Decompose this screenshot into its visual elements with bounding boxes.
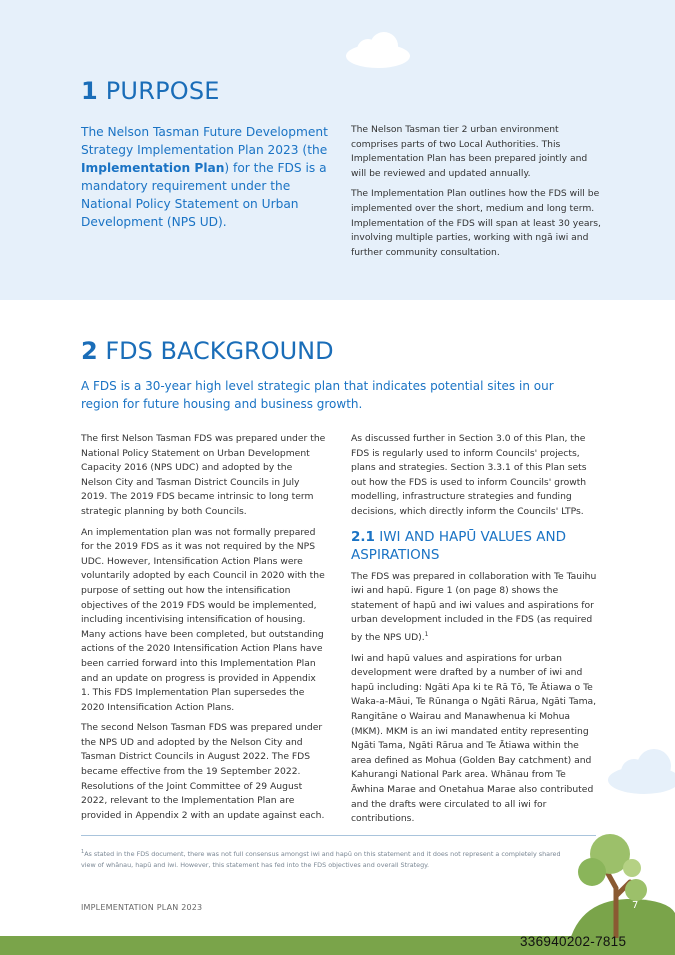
paragraph [351,570,601,646]
cloud-icon [604,746,675,796]
footnote [81,847,571,870]
section-2-right-column [351,432,601,833]
footnote-divider [81,835,596,836]
paragraph: The first Nelson Tasman FDS was prepared under the National Policy Statement on Urban Development Capacity 2016 (NPS UDC) and adopted by the Nelson City and Tasman District Councils in July 2019. The 2019 FDS became intrinsic to long term strategic planning by both Councils. [81,433,326,517]
section-1-title: PURPOSE [105,77,220,105]
document-id: 336940202-7815 [520,934,627,949]
section-1-body [351,123,601,266]
cloud-icon [342,30,414,70]
tree-icon [572,826,652,938]
subsection-title: IWI AND HAPŪ VALUES AND ASPIRATIONS [351,528,566,563]
footer-label: IMPLEMENTATION PLAN 2023 [81,903,203,912]
lead-text-part1: The Nelson Tasman Future Development Strategy Implementation Plan 2023 (the [81,125,328,157]
footnote-number: 1 [81,849,85,855]
paragraph: The second Nelson Tasman FDS was prepared under the NPS UD and adopted by the Nelson City and Tasman District Councils in August 2022. The FDS became effective from the 19 September 2022. Resolutions of the Joint Committee of 29 August 2022, relevant to the Implementation Plan are provided in Appendix 2 with an update against each. [81,722,325,821]
section-2-left-column [81,432,326,829]
paragraph: As discussed further in Section 3.0 of this Plan, the FDS is regularly used to inform Councils' projects, plans and strategies. Section 3.3.1 of this Plan sets out how the FDS is used to inform Councils' growth modelling, infrastructure strategies and funding decisions, which directly inform the Councils' LTPs. [351,433,587,517]
lead-text-bold: Implementation Plan [81,161,225,175]
paragraph: The Nelson Tasman tier 2 urban environment comprises parts of two Local Authorities. This Implementation Plan has been prepared jointly and will be reviewed and updated annually. [351,124,588,179]
footnote-marker[interactable]: 1 [424,630,429,638]
section-2-number: 2 [81,337,98,365]
page-number: 7 [632,900,639,911]
subsection-number: 2.1 [351,528,375,545]
section-2-heading [81,337,334,365]
section-2-title: FDS BACKGROUND [105,337,334,365]
paragraph: Iwi and hapū values and aspirations for urban development were drafted by a number of iwi and hapū including: Ngāti Apa ki te Rā Tō, Te Ātiawa o Te Waka-a-Māui, Te Rūnanga o Ngāti Rārua, Ngāti Tama, Rangitāne o Wairau and Manawhenua ki Mohua (MKM). MKM is an iwi mandated entity representing Ngāti Tama, Ngāti Rārua and Te Ātiawa within the area defined as Mohua (Golden Bay catchment) and Kahurangi National Park area. Whānau from Te Āwhina Marae and Onetahua Marae also contributed and the drafts were circulated to all iwi for contributions. [351,652,597,825]
section-1-lead [81,123,329,231]
paragraph: An implementation plan was not formally prepared for the 2019 FDS as it was not required by the NPS UDC. However, Intensification Action Plans were voluntarily adopted by each Council in 2020 with the purpose of setting out how the intensification objectives of the 2019 FDS would be implemented, including incentivising intensification of housing. Many actions have been completed, but outstanding actions of the 2020 Intensification Action Plans have been carried forward into this Implementation Plan and an update on progress is provided in Appendix 1. This FDS Implementation Plan supersedes the 2020 Intensification Action Plans. [81,526,325,713]
section-1-number: 1 [81,77,98,105]
footnote-text: As stated in the FDS document, there was not full consensus amongst iwi and hapū on this statement and it does not represent a completely shared view of whānau, hapū and iwi. However, this statement has fed into the FDS objectives and overall Strategy. [81,850,561,869]
paragraph-text: The FDS was prepared in collaboration with Te Tauihu iwi and hapū. Figure 1 (on page 8) shows the statement of hapū and iwi values and aspirations for urban development included in the FDS (as required by the NPS UD). [351,570,597,643]
section-2-lead: A FDS is a 30-year high level strategic plan that indicates potential sites in our region for future housing and business growth. [81,379,554,411]
section-1-heading [81,77,220,105]
paragraph: The Implementation Plan outlines how the FDS will be implemented over the short, medium and long term. Implementation of the FDS will span at least 30 years, involving multiple parties, working with ngā iwi and further community consultation. [351,188,601,258]
subsection-2-1-heading [351,528,601,564]
lead-text-part2: ) for the FDS is a mandatory requirement under the National Policy Statement on Urban Development (NPS UD). [81,161,327,229]
